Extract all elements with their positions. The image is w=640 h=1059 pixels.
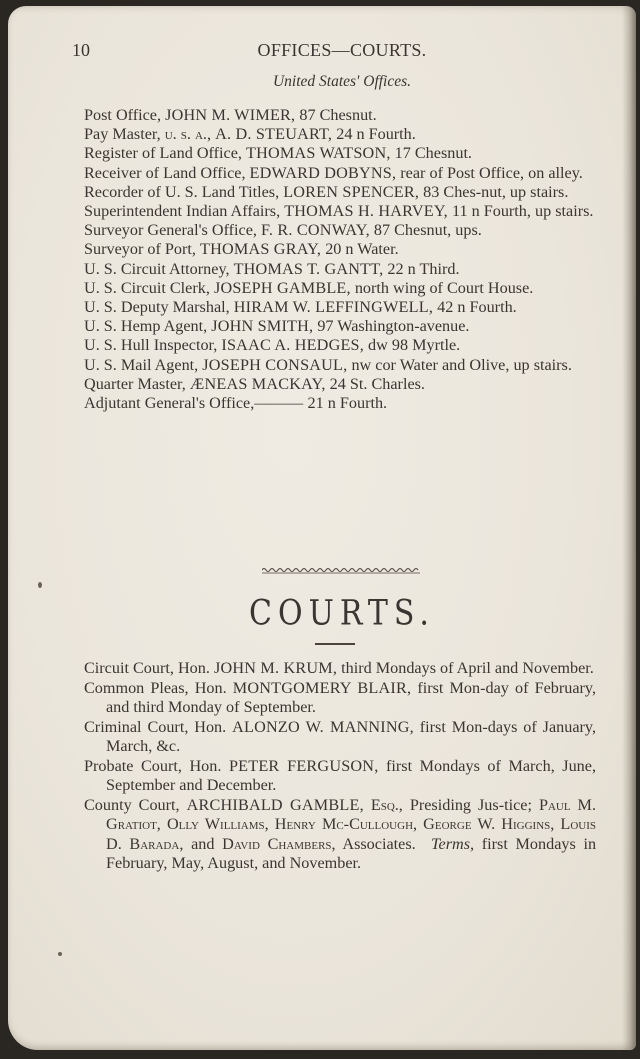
office-entry — [84, 317, 596, 336]
office-abbr: u. s. a., — [164, 125, 212, 144]
court-title: Common Pleas, Hon. — [84, 678, 227, 697]
officer-name: EDWARD DOBYNS, — [249, 163, 397, 182]
office-address: 24 n Fourth. — [336, 125, 416, 144]
ink-speck — [38, 582, 42, 588]
court-title: Circuit Court, Hon. — [84, 659, 210, 677]
office-title: Register of Land Office, — [84, 144, 242, 163]
office-title: U. S. Deputy Marshal, — [84, 298, 230, 317]
judge-name: ALONZO W. MANNING, — [232, 717, 414, 736]
office-title: Quarter Master, — [84, 374, 186, 393]
judge-name: MONTGOMERY BLAIR, — [232, 678, 412, 697]
office-address: 22 n Third. — [387, 259, 460, 278]
office-address: 87 Chesnut, ups. — [373, 221, 482, 240]
office-entry — [84, 298, 596, 317]
terms-label: Terms, — [431, 834, 475, 853]
office-address: nw cor Water and Olive, up stairs. — [351, 355, 572, 374]
office-title: Superintendent Indian Affairs, — [84, 202, 281, 221]
court-title: Criminal Court, Hon. — [84, 717, 227, 736]
court-sessions: third Mondays of April and November. — [341, 659, 594, 677]
officer-name: JOSEPH GAMBLE, — [213, 278, 351, 297]
associate-names: Paul M. Gratiot, Olly Williams, Henry Mc-Cullough, George W. Higgins, Louis D. Barada, — [106, 795, 596, 853]
office-address: 42 n Fourth. — [437, 298, 517, 317]
office-address: 83 Ches-nut, up stairs. — [423, 182, 569, 201]
court-entry — [84, 679, 596, 718]
office-title: U. S. Hull Inspector, — [84, 336, 218, 355]
office-address: 24 St. Charles. — [329, 374, 425, 393]
judge-name: PETER FERGUSON, — [228, 756, 379, 775]
associates-label: Associates. — [342, 834, 416, 853]
court-title: Probate Court, Hon. — [84, 756, 222, 775]
court-sessions: first Mondays in February, May, August, and November. — [106, 834, 597, 872]
short-rule — [315, 643, 355, 645]
officer-name: ISAAC A. HEDGES, — [221, 336, 364, 355]
ink-speck — [58, 952, 62, 956]
office-title: Surveyor General's Office, — [84, 221, 257, 240]
conjunction: and — [191, 834, 215, 853]
officer-name: F. R. CONWAY, — [261, 221, 370, 240]
officer-name-dash: ——— — [254, 394, 304, 413]
office-entry — [84, 279, 596, 298]
court-entry — [84, 718, 596, 757]
office-entry — [84, 164, 596, 183]
wavy-divider — [262, 567, 420, 575]
office-address: rear of Post Office, on alley. — [400, 163, 583, 182]
court-entry — [84, 757, 596, 796]
office-address: 11 n Fourth, up stairs. — [451, 202, 594, 221]
office-address: 97 Washington-avenue. — [317, 317, 470, 336]
court-sessions: first Mondays of March, June, September and December. — [106, 756, 597, 794]
judge-name: ARCHIBALD GAMBLE, — [186, 795, 364, 814]
running-title: OFFICES—COURTS. — [257, 40, 427, 60]
page-number: 10 — [72, 40, 90, 60]
office-title: U. S. Circuit Attorney, — [84, 259, 230, 278]
courts-heading: COURTS. — [249, 593, 435, 634]
officer-name: JOHN M. WIMER, — [165, 106, 296, 124]
officer-name: ÆNEAS MACKAY, — [189, 374, 326, 393]
office-title: U. S. Hemp Agent, — [84, 317, 208, 336]
page-gutter-shadow — [622, 6, 636, 1050]
officer-name: THOMAS WATSON, — [245, 144, 391, 163]
esquire-abbr: Esq., — [370, 795, 403, 814]
officer-name: JOSEPH CONSAUL, — [202, 355, 348, 374]
offices-heading: United States' Offices. — [272, 73, 412, 90]
office-entry — [84, 336, 596, 355]
office-address: 20 n Water. — [325, 240, 399, 259]
office-entry — [84, 106, 596, 125]
office-entry — [84, 202, 596, 221]
court-entry — [84, 659, 596, 679]
officer-name: LOREN SPENCER, — [283, 182, 420, 201]
office-entry — [84, 394, 596, 413]
office-entry — [84, 125, 596, 144]
office-title: U. S. Mail Agent, — [84, 355, 199, 374]
office-address: dw 98 Myrtle. — [368, 336, 461, 355]
office-address: north wing of Court House. — [354, 278, 534, 297]
running-head — [72, 40, 592, 64]
office-entry — [84, 221, 596, 240]
officer-name: THOMAS GRAY, — [200, 240, 322, 259]
associate-name: David Chambers, — [222, 834, 336, 853]
office-entry — [84, 356, 596, 375]
book-page — [8, 6, 636, 1050]
office-title: Receiver of Land Office, — [84, 163, 246, 182]
officer-name: THOMAS T. GANTT, — [233, 259, 384, 278]
office-title: Post Office, — [84, 106, 162, 124]
judge-role: Presiding Jus-tice; — [409, 795, 532, 814]
office-entry — [84, 144, 596, 163]
courts-list — [84, 659, 596, 874]
office-address: 17 Chesnut. — [394, 144, 472, 163]
office-address: 87 Chesnut. — [299, 106, 377, 124]
judge-name: JOHN M. KRUM, — [213, 659, 338, 677]
court-title: County Court, — [84, 795, 180, 814]
officer-name: JOHN SMITH, — [211, 317, 314, 336]
office-title: Adjutant General's Office, — [84, 394, 255, 413]
court-sessions: first Mon-day of February, and third Monday of September. — [106, 678, 597, 716]
office-entry — [84, 183, 596, 202]
office-entry — [84, 260, 596, 279]
officer-name: THOMAS H. HARVEY, — [284, 202, 448, 221]
offices-list — [84, 106, 596, 413]
office-title: Recorder of U. S. Land Titles, — [84, 182, 280, 201]
office-address: 21 n Fourth. — [307, 394, 388, 413]
office-title: Pay Master, — [84, 125, 161, 144]
office-entry — [84, 240, 596, 259]
officer-name: HIRAM W. LEFFINGWELL, — [233, 298, 434, 317]
court-sessions: first Mon-days of January, March, &c. — [106, 717, 597, 755]
county-court-entry — [84, 796, 596, 874]
officer-name: A. D. STEUART, — [215, 125, 333, 144]
office-title: Surveyor of Port, — [84, 240, 196, 259]
office-title: U. S. Circuit Clerk, — [84, 278, 210, 297]
office-entry — [84, 375, 596, 394]
